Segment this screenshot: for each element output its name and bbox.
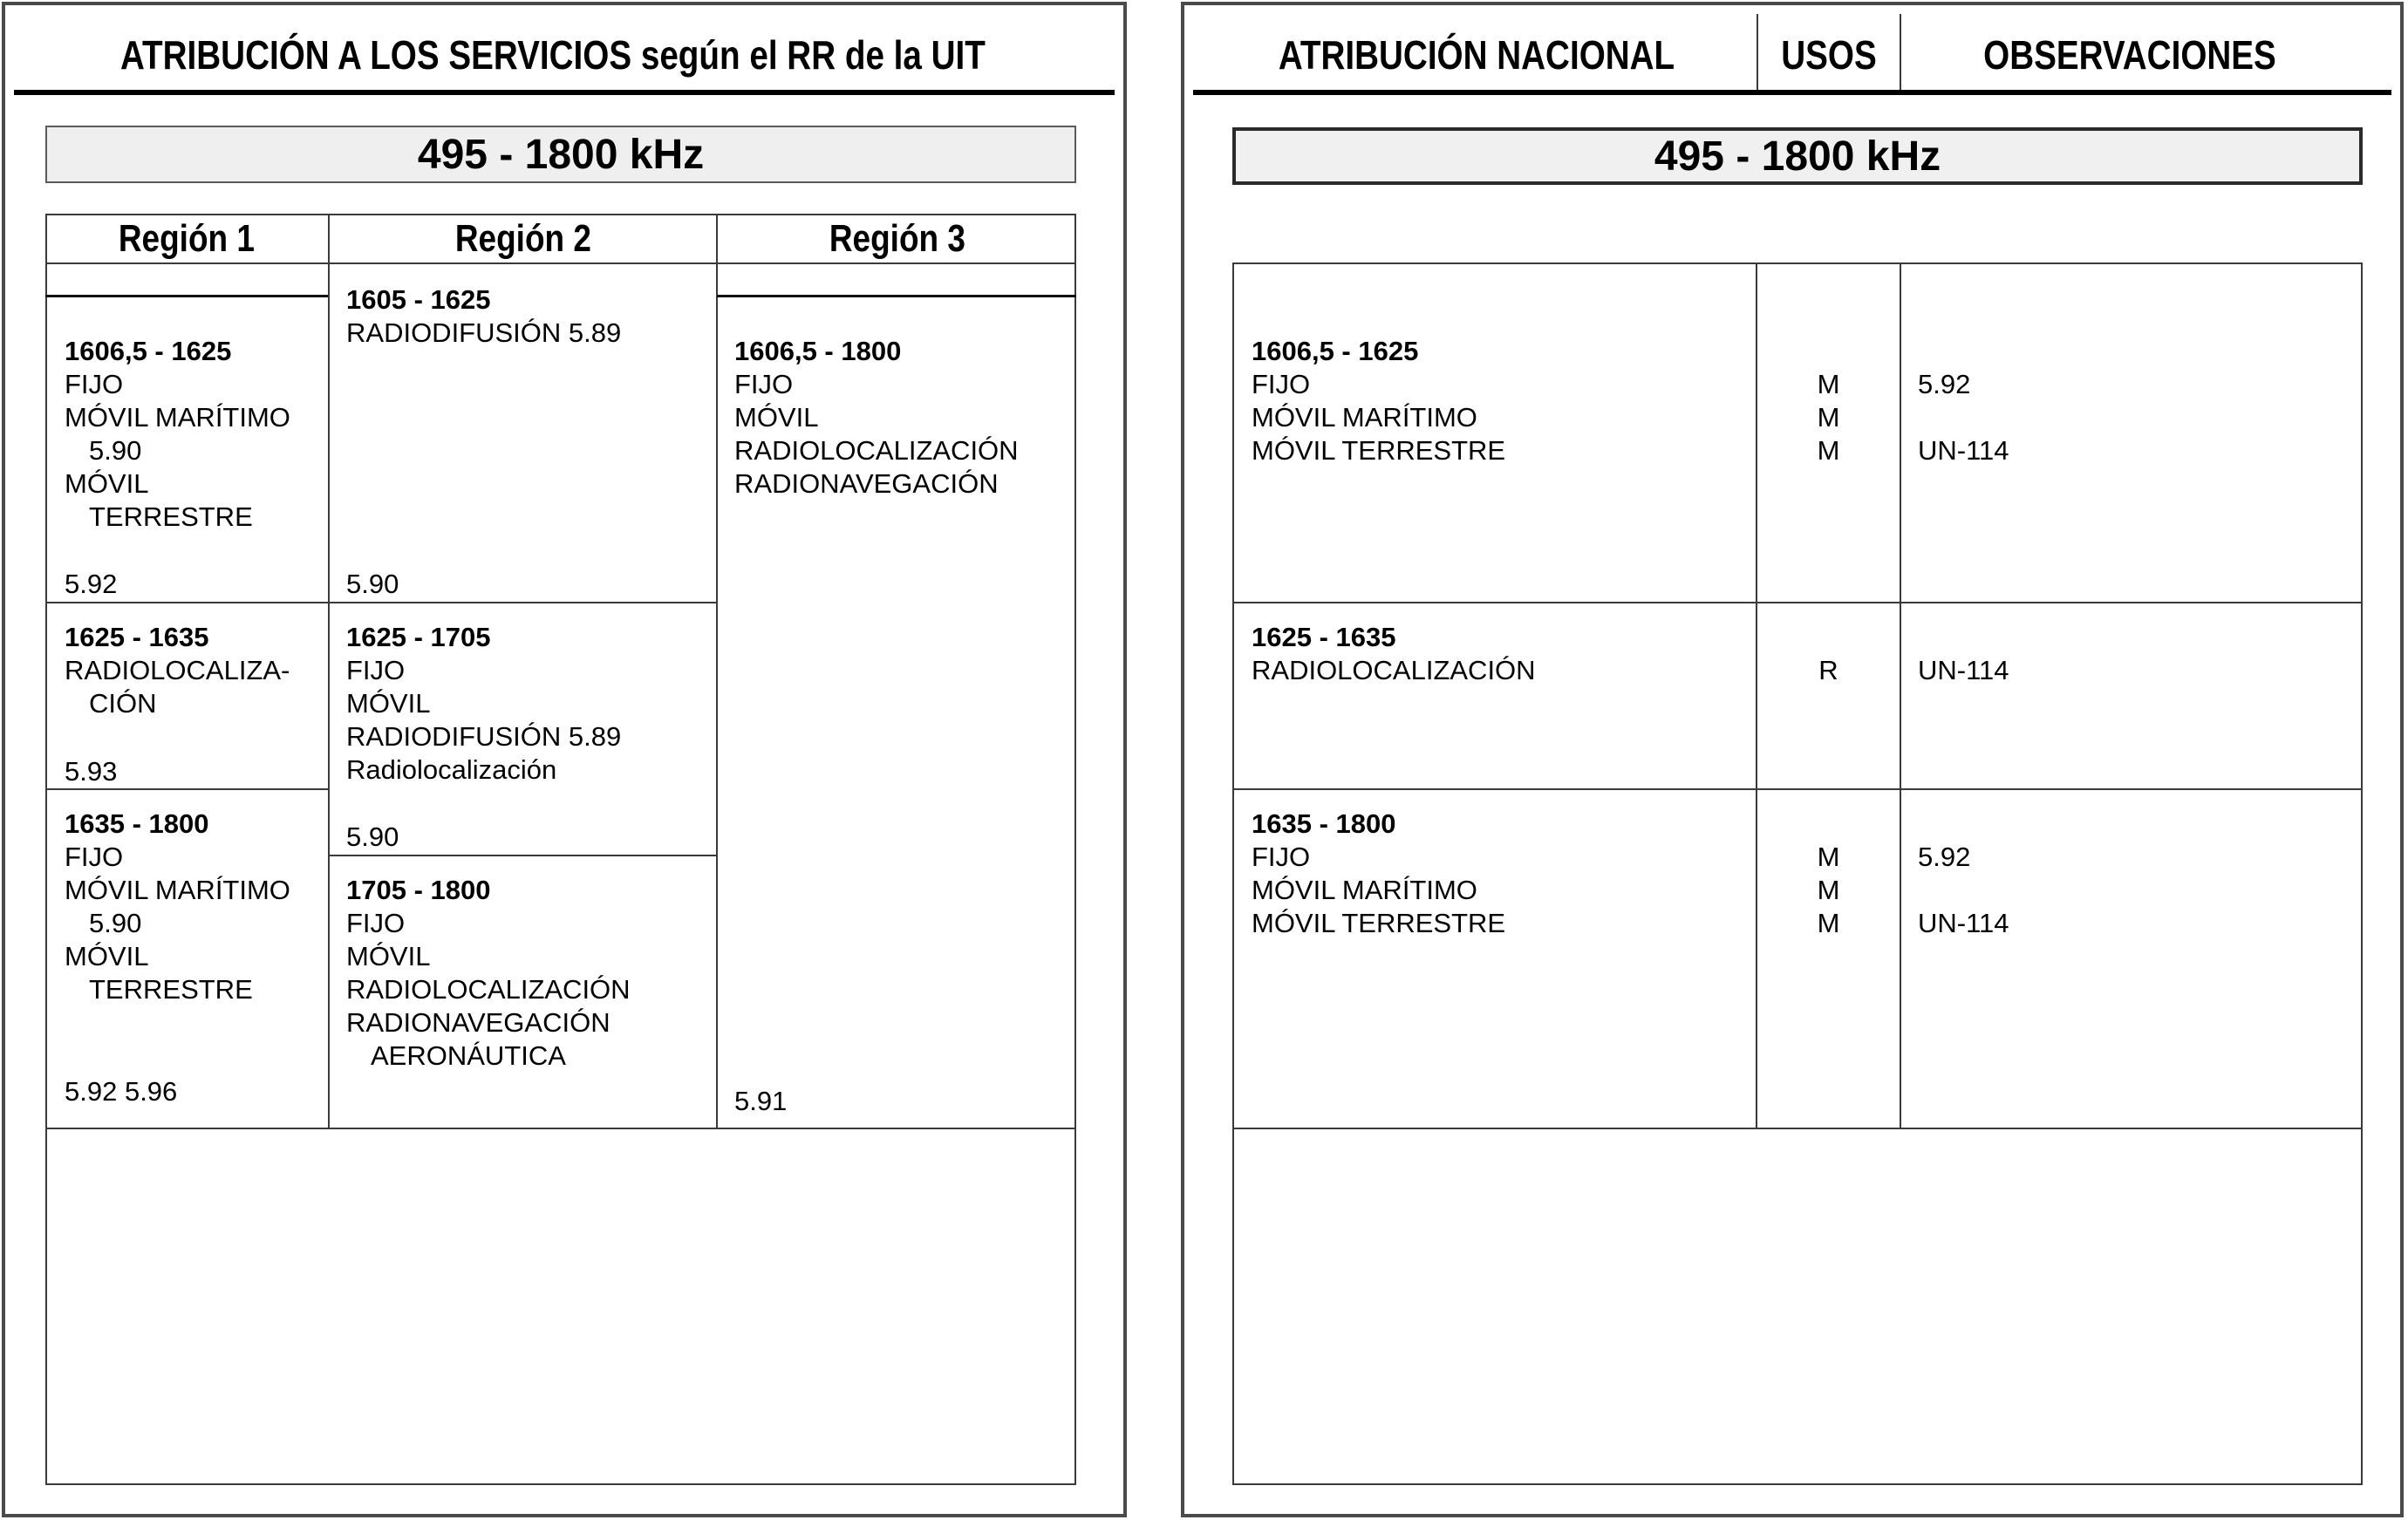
frequency-range: 1635 - 1800 [65,808,209,839]
r1-block-3-note: 5.92 5.96 [65,1076,178,1107]
service: RADIOLOCALIZA- [65,655,290,685]
service: FIJO [346,908,406,938]
uso-code: M [1817,908,1840,938]
national-row-2-usos [1757,654,1900,687]
service: MÓVIL MARÍTIMO [1252,875,1477,905]
r1-block-1 [65,335,290,534]
service: MÓVIL [65,941,149,971]
service: RADIODIFUSIÓN 5.89 [346,317,622,348]
national-row-1-obs [1918,368,2009,467]
r1-block-2-note: 5.93 [65,756,118,787]
uso-code: R [1818,655,1838,685]
service: MÓVIL MARÍTIMO [1252,402,1477,433]
region-1-header: Región 1 [118,217,256,260]
national-row-3-usos [1757,841,1900,940]
service-continuation: TERRESTRE [89,501,253,532]
national-row-3-obs [1918,841,2009,940]
service: FIJO [734,369,794,399]
frequency-range: 1625 - 1705 [346,622,491,652]
r3-block-1-note: 5.91 [734,1086,788,1116]
frequency-band-title: 495 - 1800 kHz [1232,127,2363,185]
uso-code: M [1817,842,1840,872]
header-col-divider-2 [1900,14,1901,92]
frequency-range: 1625 - 1635 [1252,622,1396,652]
region-2-header: Región 2 [454,217,591,260]
r3-top-rule [717,295,1076,297]
header-rule [14,90,1115,95]
service: Radiolocalización [346,754,557,785]
service: MÓVIL MARÍTIMO [65,402,290,433]
frequency-range: 1635 - 1800 [1252,808,1396,839]
r2-block-3 [346,874,631,1073]
service: MÓVIL TERRESTRE [1252,908,1506,938]
service: FIJO [65,842,124,872]
allocation-bottom-rule [45,1128,1076,1129]
service: FIJO [1252,842,1311,872]
frequency-range: 1606,5 - 1800 [734,336,902,366]
service: MÓVIL [346,941,431,971]
service: MÓVIL MARÍTIMO [65,875,290,905]
row-divider-1 [1232,602,2363,603]
observation [1918,874,2009,907]
r1-divider-2 [45,788,328,790]
frequency-range: 1625 - 1635 [65,622,209,652]
observation: 5.92 [1918,842,1971,872]
observation [1918,401,2009,434]
r2-block-2-note: 5.90 [346,821,399,852]
national-row-2-allocation [1252,621,1536,687]
col-divider-2 [716,214,718,1128]
regions-header-rule [45,262,1076,264]
r1-block-3 [65,808,290,1006]
national-row-1-usos [1757,368,1900,467]
national-allocation-header: ATRIBUCIÓN NACIONAL [1278,32,1675,78]
r2-divider-1 [329,602,717,603]
frequency-band-title: 495 - 1800 kHz [45,126,1076,183]
col-divider-1 [328,214,330,1128]
r1-divider-1 [45,602,328,603]
national-row-2-obs [1918,654,2009,687]
service: MÓVIL [734,402,819,433]
service: MÓVIL TERRESTRE [1252,435,1506,466]
service: RADIODIFUSIÓN 5.89 [346,721,622,752]
service: FIJO [65,369,124,399]
r2-block-1-note: 5.90 [346,569,399,599]
frequency-range: 1606,5 - 1625 [65,336,232,366]
r1-block-1-note: 5.92 [65,569,118,599]
frequency-range: 1606,5 - 1625 [1252,336,1419,366]
service: RADIONAVEGACIÓN [346,1007,611,1038]
r2-divider-2 [329,855,717,856]
r2-block-2 [346,621,621,787]
service: FIJO [346,655,406,685]
service: MÓVIL [346,688,431,719]
footnote-ref: 5.90 [89,435,142,466]
service-continuation: TERRESTRE [89,974,253,1005]
row-divider-3 [1232,1128,2363,1129]
observation: UN-114 [1918,908,2009,938]
national-row-1-allocation [1252,335,1505,467]
observation: UN-114 [1918,435,2009,466]
service-continuation: AERONÁUTICA [371,1040,566,1071]
observation: 5.92 [1918,369,1971,399]
footnote-ref: 5.90 [89,908,142,938]
uso-code: M [1817,402,1840,433]
header-col-divider-1 [1757,14,1758,92]
col-divider-obs [1900,262,1901,1128]
service: RADIOLOCALIZACIÓN [734,435,1019,466]
frequency-range: 1605 - 1625 [346,284,491,315]
header-rule [1193,90,2391,95]
r1-top-rule [45,295,328,297]
frequency-range: 1705 - 1800 [346,875,491,905]
national-row-3-allocation [1252,808,1505,940]
r2-block-1 [346,283,621,350]
r1-block-2 [65,621,290,720]
service: RADIOLOCALIZACIÓN [346,974,631,1005]
service: FIJO [1252,369,1311,399]
itu-allocation-header: ATRIBUCIÓN A LOS SERVICIOS según el RR de la UIT [120,32,986,78]
observation: UN-114 [1918,655,2009,685]
r3-block-1 [734,335,1019,501]
service: MÓVIL [65,468,149,499]
uso-code: M [1817,875,1840,905]
region-3-header: Región 3 [829,217,965,260]
usos-header: USOS [1781,32,1877,78]
uso-code: M [1817,369,1840,399]
uso-code: M [1817,435,1840,466]
service: RADIONAVEGACIÓN [734,468,999,499]
row-divider-2 [1232,788,2363,790]
observaciones-header: OBSERVACIONES [1983,32,2276,78]
service: RADIOLOCALIZACIÓN [1252,655,1536,685]
service-continuation: CIÓN [89,688,157,719]
